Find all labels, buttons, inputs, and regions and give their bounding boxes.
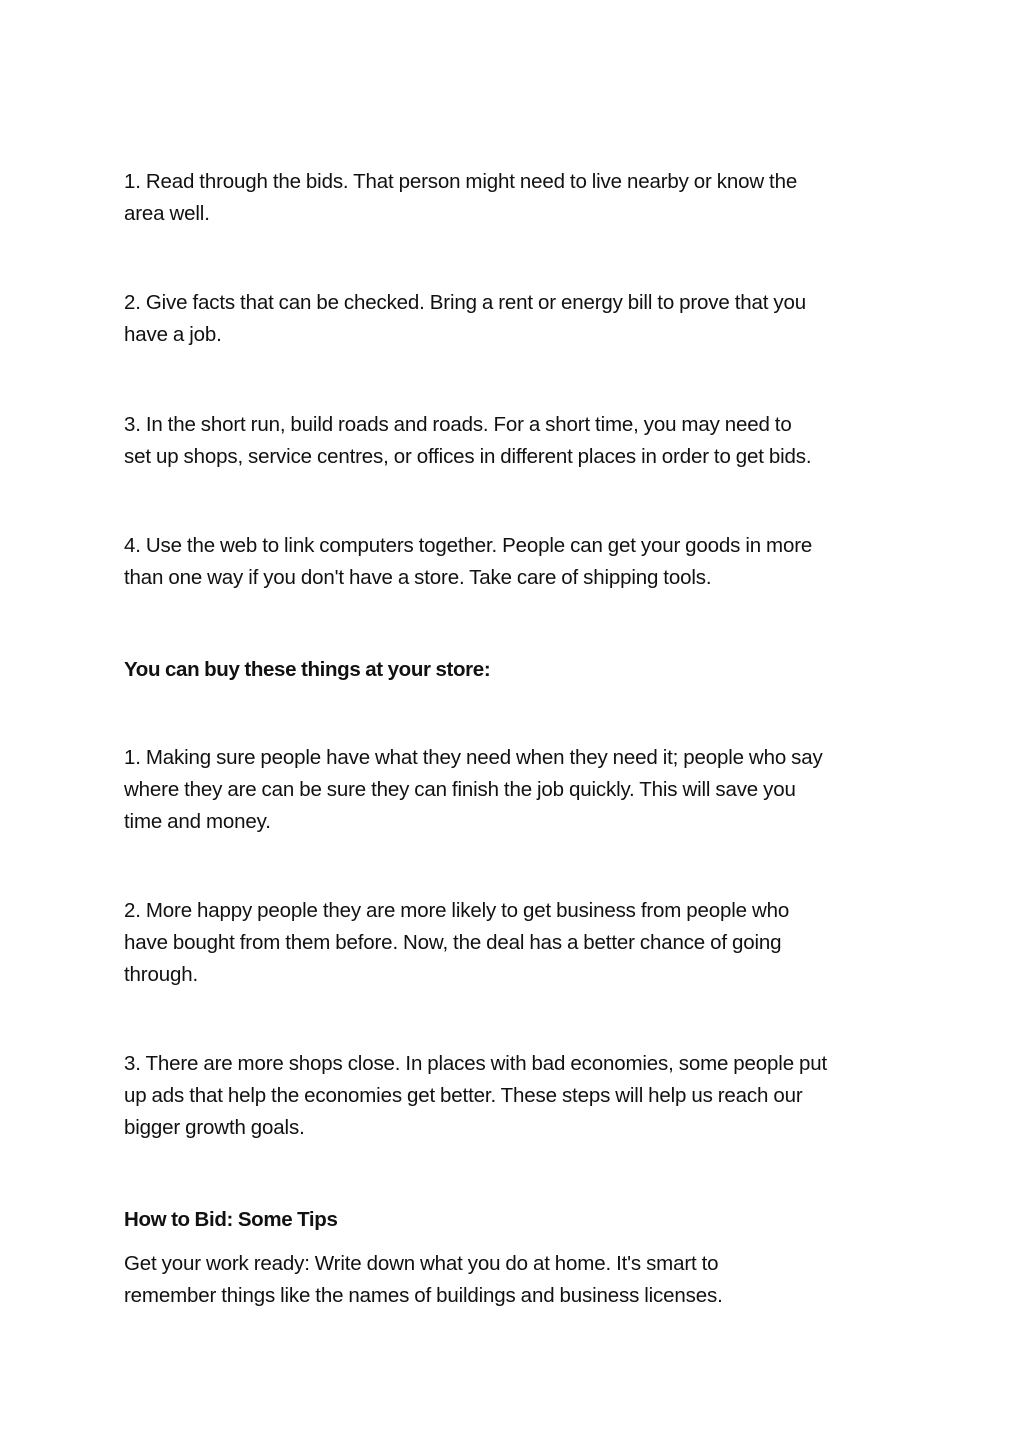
list-item-3 (124, 409, 904, 473)
text-line: time and money. (124, 810, 271, 833)
text-line: 3. In the short run, build roads and roads. For a short time, you may need to (124, 413, 792, 436)
text-line: up ads that help the economies get better. These steps will help us reach our (124, 1084, 803, 1107)
tips-paragraph (124, 1248, 904, 1312)
text-line: 4. Use the web to link computers together. People can get your goods in more (124, 534, 813, 557)
text-line: than one way if you don't have a store. Take care of shipping tools. (124, 566, 712, 589)
section-heading-store (124, 654, 904, 686)
text-line: Get your work ready: Write down what you do at home. It's smart to (124, 1252, 719, 1275)
section-heading-tips (124, 1204, 904, 1236)
heading-text: You can buy these things at your store: (124, 658, 491, 681)
text-line: where they are can be sure they can finish the job quickly. This will save you (124, 778, 796, 801)
text-line: 1. Making sure people have what they need when they need it; people who say (124, 746, 823, 769)
store-item-3 (124, 1048, 904, 1144)
heading-text: How to Bid: Some Tips (124, 1208, 338, 1231)
text-line: have a job. (124, 323, 222, 346)
text-line: 3. There are more shops close. In places with bad economies, some people put (124, 1052, 828, 1075)
text-line: have bought from them before. Now, the deal has a better chance of going (124, 931, 782, 954)
text-line: 2. More happy people they are more likely to get business from people who (124, 899, 790, 922)
text-line: bigger growth goals. (124, 1116, 305, 1139)
list-item-2 (124, 287, 904, 351)
text-line: through. (124, 963, 199, 986)
text-line: 2. Give facts that can be checked. Bring a rent or energy bill to prove that you (124, 291, 806, 314)
store-item-1 (124, 742, 904, 838)
store-item-2 (124, 895, 904, 991)
text-line: remember things like the names of buildings and business licenses. (124, 1284, 723, 1307)
text-line: area well. (124, 202, 210, 225)
text-line: set up shops, service centres, or offices in different places in order to get bids. (124, 445, 812, 468)
list-item-4 (124, 530, 904, 594)
text-line: 1. Read through the bids. That person might need to live nearby or know the (124, 170, 798, 193)
list-item-1 (124, 166, 904, 230)
